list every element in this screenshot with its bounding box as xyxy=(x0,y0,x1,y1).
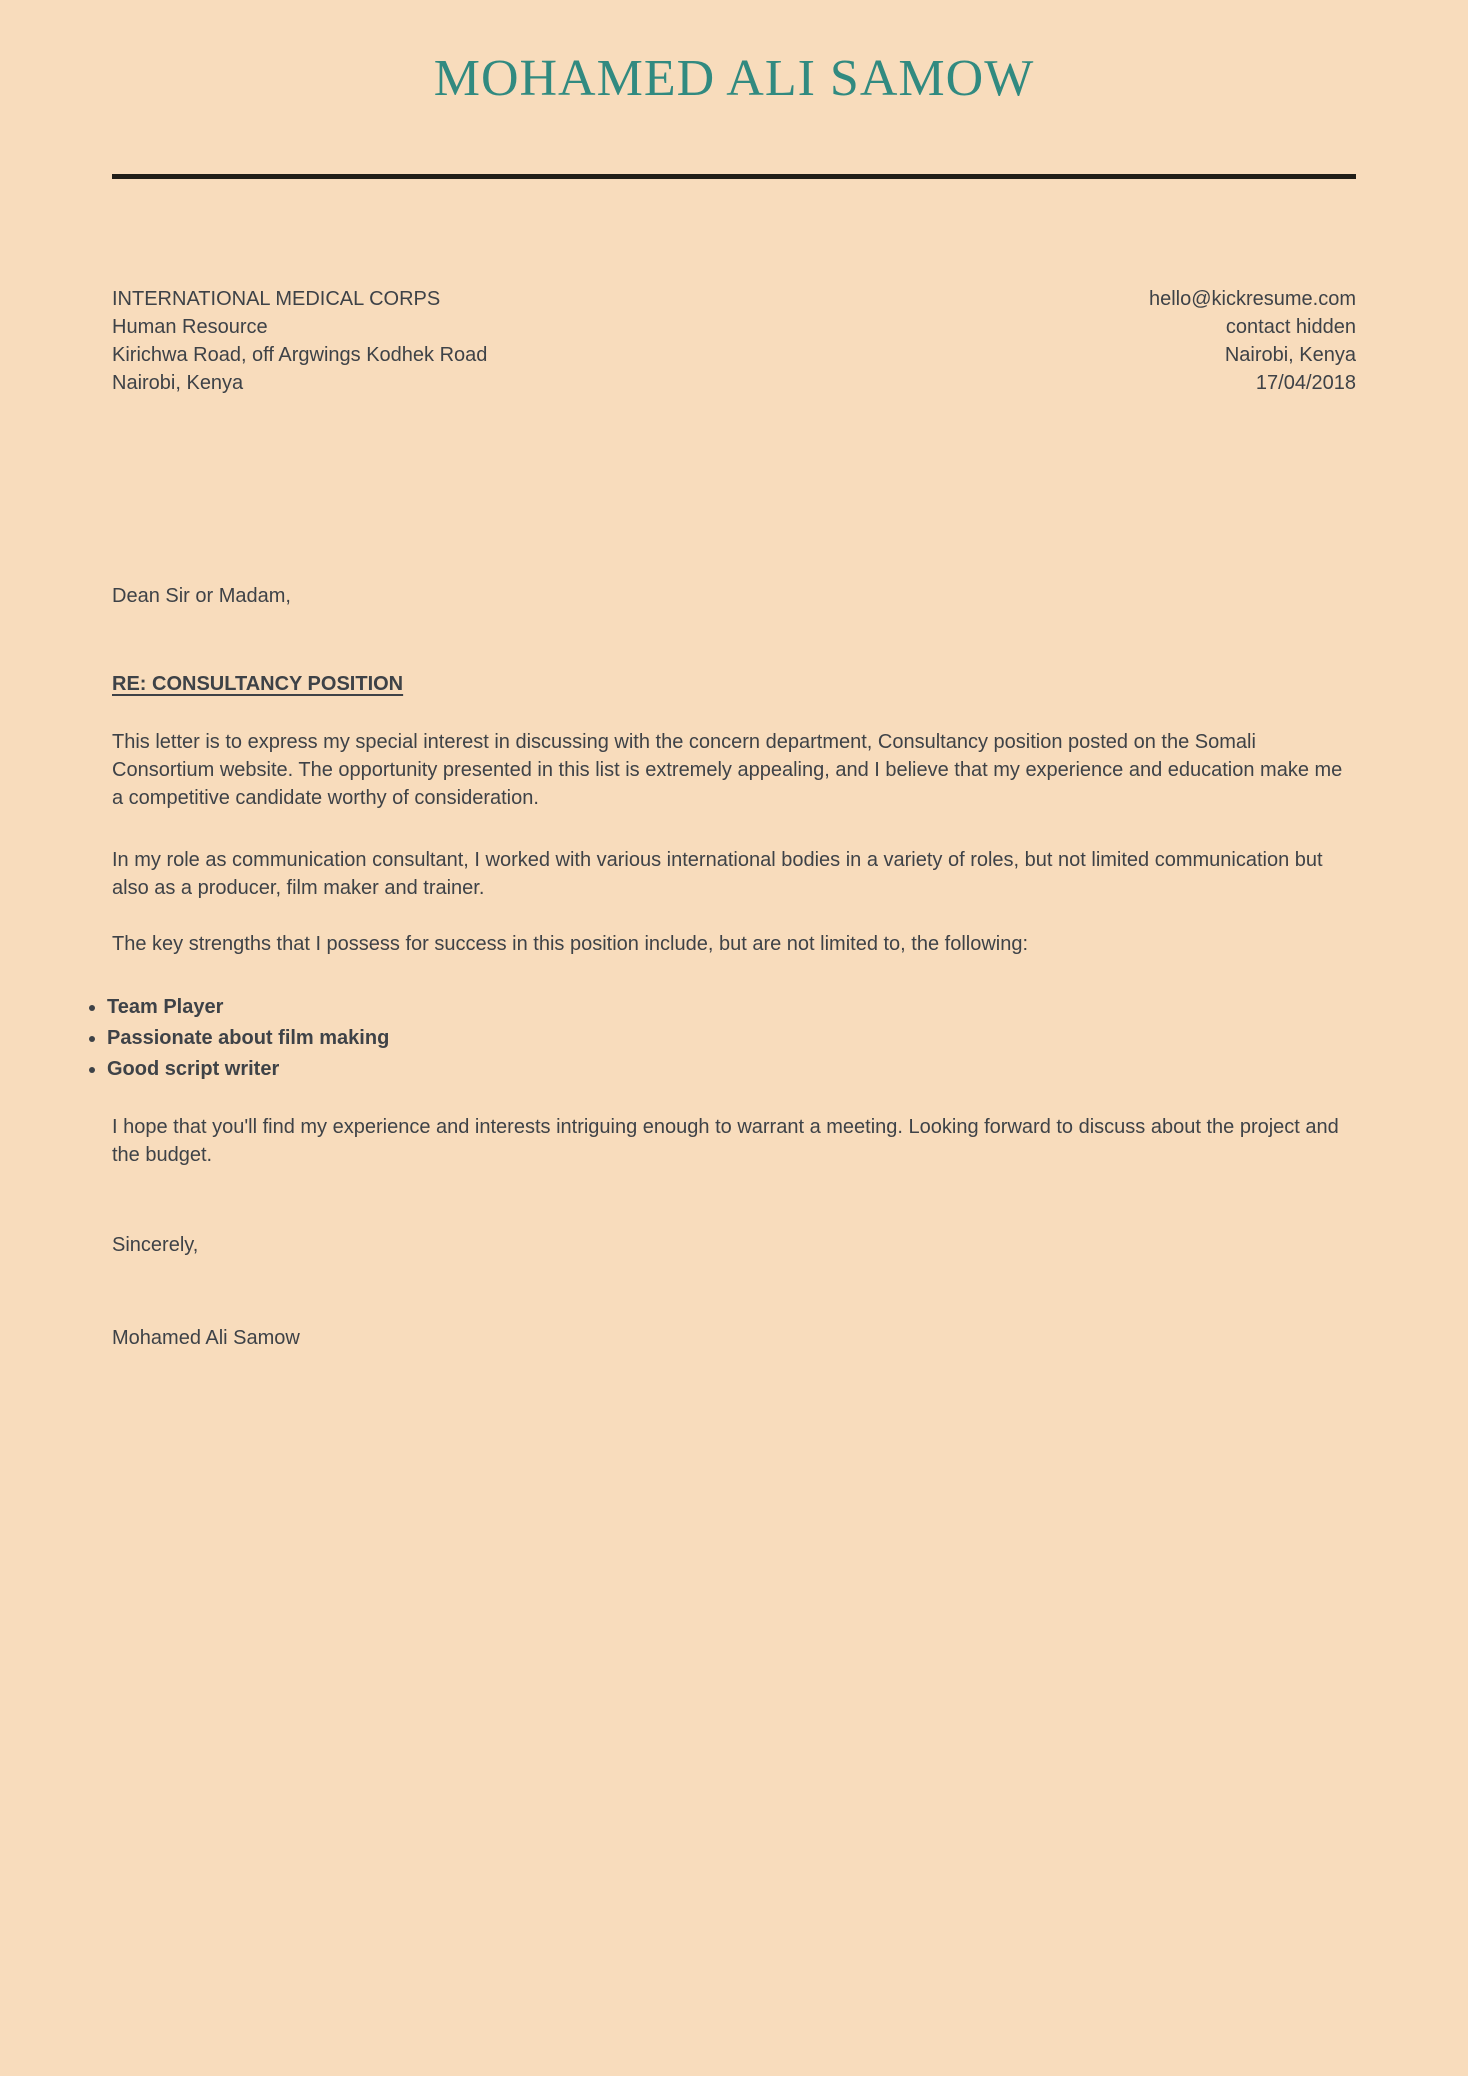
address-block xyxy=(112,285,1356,397)
sender-contact xyxy=(1149,285,1356,397)
recipient-address xyxy=(112,285,487,397)
strength-item: • Team Player xyxy=(107,992,1356,1023)
signature-name: Mohamed Ali Samow xyxy=(112,1327,300,1349)
sender-email: hello@kickresume.com xyxy=(1148,288,1356,310)
subject-line: RE: CONSULTANCY POSITION xyxy=(112,673,404,695)
letter-date: 17/04/2018 xyxy=(1255,372,1356,394)
recipient-department: Human Resource xyxy=(112,316,268,338)
paragraph-intro: This letter is to express my special interest in discussing with the concern department, Consultancy position posted on the Somali Consortium website. The opportunity presented in this list is extremely appealing, and I believe that my experience and education make me a competitive candidate worthy of consideration. xyxy=(112,731,1343,809)
strengths-list xyxy=(82,992,1356,1085)
strength-item: • Good script writer xyxy=(107,1054,1356,1085)
paragraph-strengths-lead: The key strengths that I possess for success in this position include, but are not limited to, the following: xyxy=(112,933,1029,955)
salutation: Dean Sir or Madam, xyxy=(112,585,291,607)
header-divider xyxy=(112,174,1356,179)
recipient-street: Kirichwa Road, off Argwings Kodhek Road xyxy=(112,344,488,366)
recipient-city: Nairobi, Kenya xyxy=(112,372,244,394)
paragraph-closing: I hope that you'll find my experience and interests intriguing enough to warrant a meeting. Looking forward to discuss about the project and the budget. xyxy=(112,1116,1339,1166)
strength-item: • Passionate about film making xyxy=(107,1023,1356,1054)
paragraph-experience: In my role as communication consultant, I worked with various international bodies in a variety of roles, but not limited communication but also as a producer, film maker and trainer. xyxy=(112,849,1323,899)
sender-location: Nairobi, Kenya xyxy=(1224,344,1356,366)
sender-phone: contact hidden xyxy=(1225,316,1356,338)
signoff: Sincerely, xyxy=(112,1234,199,1256)
recipient-organization: INTERNATIONAL MEDICAL CORPS xyxy=(112,288,441,310)
letter-title: MOHAMED ALI SAMOW xyxy=(433,50,1035,107)
